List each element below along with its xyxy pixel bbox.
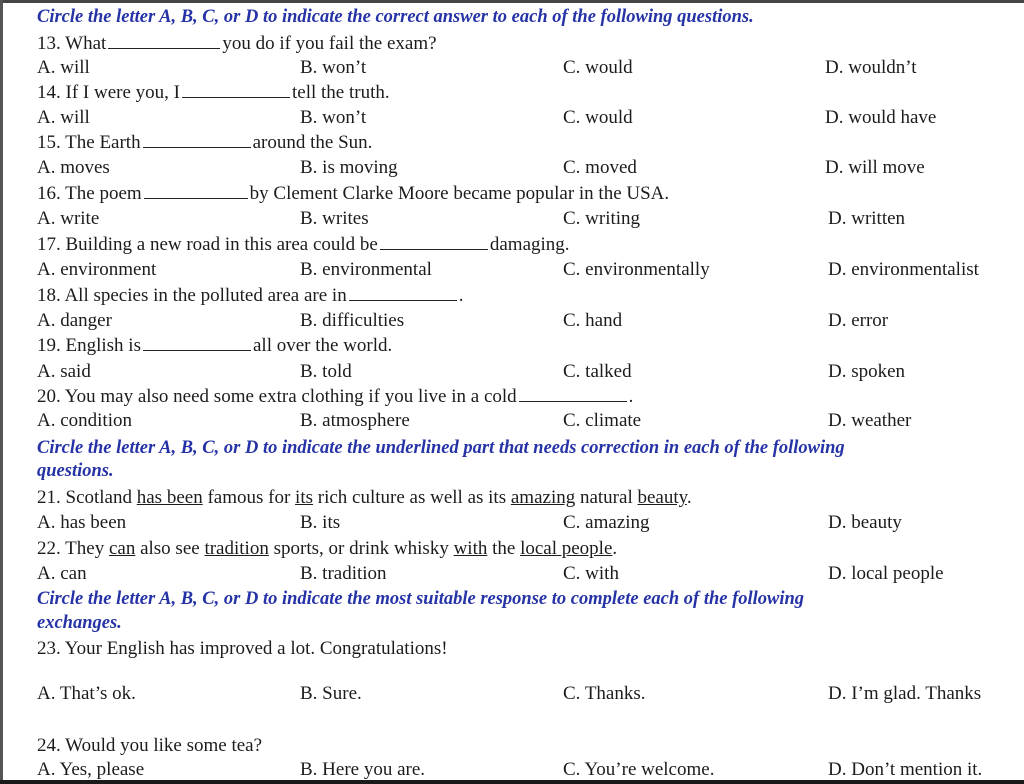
question-13-option-c[interactable]: C. would (563, 57, 633, 78)
question-14-option-d[interactable]: D. would have (825, 107, 937, 128)
question-14-text-start: 14. If I were you, I (37, 82, 180, 103)
question-18-option-b[interactable]: B. difficulties (300, 310, 405, 331)
question-21-option-b[interactable]: B. its (300, 512, 341, 533)
question-19-blank (143, 335, 251, 351)
question-15 (37, 131, 372, 155)
question-14-blank (182, 82, 290, 98)
page-top-border (0, 0, 1024, 3)
question-22-underlined-c: with (453, 538, 488, 559)
question-22-underlined-b: tradition (204, 538, 269, 559)
question-20 (37, 385, 633, 409)
question-24-option-b[interactable]: B. Here you are. (300, 759, 426, 780)
question-22-part: sports, or drink whisky (268, 538, 454, 559)
question-20-option-a[interactable]: A. condition (37, 410, 132, 431)
question-18-text-end: . (458, 285, 464, 306)
question-19-option-a[interactable]: A. said (37, 361, 91, 382)
question-18 (37, 284, 463, 308)
question-19-option-c[interactable]: C. talked (563, 361, 632, 382)
question-21-option-c[interactable]: C. amazing (563, 512, 650, 533)
question-21-part: 21. Scotland (37, 487, 137, 508)
question-13-option-d[interactable]: D. wouldn’t (825, 57, 917, 78)
question-23-option-d[interactable]: D. I’m glad. Thanks (828, 683, 982, 704)
question-18-blank (349, 285, 457, 301)
question-14-text-end: tell the truth. (291, 82, 390, 103)
question-18-option-d[interactable]: D. error (828, 310, 889, 331)
question-15-option-b[interactable]: B. is moving (300, 157, 398, 178)
question-21-underlined-d: beauty (637, 487, 687, 508)
section-heading-error-correction: Circle the letter A, B, C, or D to indicate the underlined part that needs correction in each of the following (37, 438, 845, 458)
question-17 (37, 233, 570, 257)
page-left-border (0, 0, 3, 784)
question-17-text-end: damaging. (489, 234, 570, 255)
question-22-option-b[interactable]: B. tradition (300, 563, 387, 584)
question-20-text-end: . (628, 386, 634, 407)
question-22-part: . (612, 538, 618, 559)
question-15-option-d[interactable]: D. will move (825, 157, 925, 178)
question-23: 23. Your English has improved a lot. Congratulations! (37, 638, 448, 659)
question-17-option-a[interactable]: A. environment (37, 259, 157, 280)
question-16-option-c[interactable]: C. writing (563, 208, 641, 229)
question-15-text-start: 15. The Earth (37, 132, 141, 153)
question-18-text-start: 18. All species in the polluted area are in (37, 285, 347, 306)
question-14-option-a[interactable]: A. will (37, 107, 90, 128)
question-21-underlined-c: amazing (510, 487, 576, 508)
question-21-part: famous for (202, 487, 296, 508)
question-13-option-a[interactable]: A. will (37, 57, 90, 78)
question-16 (37, 182, 669, 206)
question-23-option-b[interactable]: B. Sure. (300, 683, 362, 704)
question-13-blank (108, 33, 220, 49)
question-16-text-start: 16. The poem (37, 183, 142, 204)
question-16-option-d[interactable]: D. written (828, 208, 906, 229)
question-24-option-d[interactable]: D. Don’t mention it. (828, 759, 983, 780)
question-17-blank (380, 234, 488, 250)
question-23-option-a[interactable]: A. That’s ok. (37, 683, 136, 704)
question-17-option-c[interactable]: C. environmentally (563, 259, 710, 280)
question-22-underlined-a: can (108, 538, 136, 559)
question-21-part: rich culture as well as its (313, 487, 511, 508)
question-17-text-start: 17. Building a new road in this area could be (37, 234, 378, 255)
question-16-text-end: by Clement Clarke Moore became popular in the USA. (249, 183, 670, 204)
question-13-option-b[interactable]: B. won’t (300, 57, 367, 78)
question-22-option-c[interactable]: C. with (563, 563, 619, 584)
question-17-option-d[interactable]: D. environmentalist (828, 259, 979, 280)
question-19-option-d[interactable]: D. spoken (828, 361, 906, 382)
question-22-part: the (487, 538, 521, 559)
section-heading-multiple-choice: Circle the letter A, B, C, or D to indicate the correct answer to each of the following questions. (37, 7, 754, 27)
question-15-text-end: around the Sun. (252, 132, 373, 153)
section-heading-exchanges: Circle the letter A, B, C, or D to indicate the most suitable response to complete each of the following (37, 589, 805, 609)
question-15-option-c[interactable]: C. moved (563, 157, 637, 178)
question-24-option-a[interactable]: A. Yes, please (37, 759, 145, 780)
question-18-option-c[interactable]: C. hand (563, 310, 623, 331)
question-21 (37, 486, 692, 510)
question-23-option-c[interactable]: C. Thanks. (563, 683, 646, 704)
question-21-option-a[interactable]: A. has been (37, 512, 127, 533)
question-14-option-c[interactable]: C. would (563, 107, 633, 128)
question-22-underlined-d: local people (520, 538, 613, 559)
question-24-option-c[interactable]: C. You’re welcome. (563, 759, 715, 780)
page-bottom-border (0, 780, 1024, 784)
question-19-text-start: 19. English is (37, 335, 141, 356)
question-15-blank (143, 132, 251, 148)
question-19-option-b[interactable]: B. told (300, 361, 352, 382)
question-20-option-b[interactable]: B. atmosphere (300, 410, 410, 431)
question-13 (37, 32, 437, 56)
question-14 (37, 81, 390, 105)
question-16-blank (144, 183, 248, 199)
question-20-text-start: 20. You may also need some extra clothing if you live in a cold (37, 386, 517, 407)
question-22 (37, 537, 617, 561)
question-20-option-c[interactable]: C. climate (563, 410, 642, 431)
question-13-text-start: 13. What (37, 33, 107, 54)
question-13-text-end: you do if you fail the exam? (222, 33, 437, 54)
question-16-option-a[interactable]: A. write (37, 208, 100, 229)
question-22-part: also see (135, 538, 205, 559)
section-heading-exchanges-cont: exchanges. (37, 613, 122, 633)
question-20-blank (519, 386, 627, 402)
question-24: 24. Would you like some tea? (37, 735, 263, 756)
question-22-part: 22. They (37, 538, 109, 559)
question-19 (37, 334, 392, 358)
question-14-option-b[interactable]: B. won’t (300, 107, 367, 128)
question-19-text-end: all over the world. (252, 335, 393, 356)
question-21-part: . (686, 487, 692, 508)
question-20-option-d[interactable]: D. weather (828, 410, 912, 431)
question-17-option-b[interactable]: B. environmental (300, 259, 432, 280)
question-22-option-a[interactable]: A. can (37, 563, 87, 584)
question-21-part: natural (575, 487, 638, 508)
section-heading-error-correction-cont: questions. (37, 461, 114, 481)
question-21-underlined-a: has been (136, 487, 203, 508)
question-15-option-a[interactable]: A. moves (37, 157, 110, 178)
question-21-underlined-b: its (295, 487, 313, 508)
question-22-option-d[interactable]: D. local people (828, 563, 944, 584)
question-21-option-d[interactable]: D. beauty (828, 512, 902, 533)
question-18-option-a[interactable]: A. danger (37, 310, 112, 331)
question-16-option-b[interactable]: B. writes (300, 208, 369, 229)
